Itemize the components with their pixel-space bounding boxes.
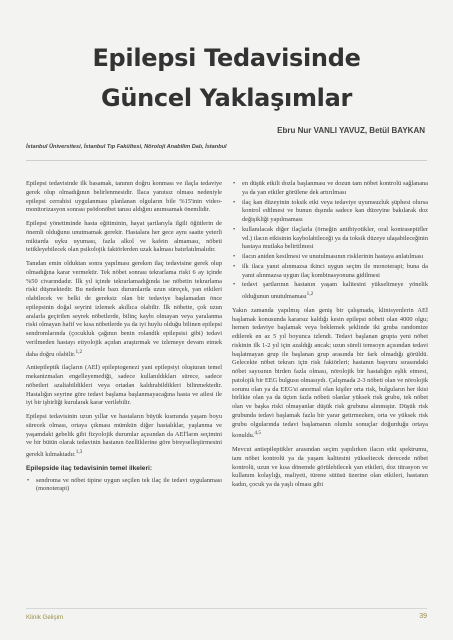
paragraph: Tanıdan emin olduktan sonra yapılması gereken ilaç tedavisine gerek olup olmadığına karar vermektir. Tek nöbet sonrası tekrarlama riski 6 ay içinde %50 civarındadır. İlk yıl içinde tekrarlamadığında ise nöbetin tekrarlama riski düşmektedir. Bu nedenle bazı durumlarda uzun süreçek, yan etkileri olabilecek ve belki de gereksiz olan bir tedaviye başlamadan önce epilepsinin doğal seyrini izlemek akıllıca olabilir. İlk nöbette, çok uzun aralarla geçirilen seyrek nöbetlerde, bilinç kaybı olmayan veya yaralanma riski olmayan hafif ve kısa nöbetlerde ya da iyi huylu olduğu bilinen epilepsi sendromlarında (çocukluk çağının benin rolandik epilepsisi gibi) tedavi verilmeden hastayı etiyolojik açıdan araştırmak ve izlemeye devam etmek daha doğru olabilir.$^{1,2}$ xyxy=(26,260,222,358)
header-divider xyxy=(26,160,427,161)
article-title-line1: Epilepsi Tedavisinde xyxy=(92,44,361,72)
article-title-line2: Güncel Yaklaşımlar xyxy=(100,84,353,112)
citation: 4,5 xyxy=(254,430,261,437)
paragraph: Antiepileptik ilaçların (AEİ) epileptogenezi yani epilepsiyi oluşturan temel mekanizmaları engelleyemediği, sadece kullanıldıkları sürece, sadece nöbetleri azaltabildikleri veya ortadan kaldırabildikleri bilinmektedir. Hastalığın seyrine göre tedavi başlama başlanmayacağına hasta ve ailesi ile iyi bir işbirliği kurularak karar verilebilir. xyxy=(26,364,222,407)
paragraph: Mevcut antiepileptikler arasından seçim yapılırken ilacın etki spektrumu, tam nöbet kontrolü ya da yaşam kalitesini yükseltecek derecede nöbet kontrolü, uzun ve kısa dönemde görülebilecek yan etkileri, doz titrasyon ve kullanım kolaylığı, maliyeti, türene sütüsü üzerine olan etkileri, hastanın kadın, çocuk ya da yaşlı olması gibi xyxy=(232,446,428,489)
paragraph: Epilepsi yönetiminde hasta eğitiminin, hayat şartlarıyla ilgili öğütlerin de önemli olduğunu unutmamak gerekir. Hastalara her gece aynı saatte yeterli miktarda uyku uyuması, fazla alkol ve kafein almaması, nöbeti tetikleyebilecek olan psikolojik faktörlerden uzak kalması batırlatılmalıdır. xyxy=(26,220,222,254)
left-column xyxy=(26,180,222,499)
paragraph: Epilepsi tedavisinde ilk basamak, tanının doğru konması ve ilaçla tedaviye gerek olup olmadığının belirlenmesidir. İlaca yanıtsız olması nedeniyle epilepsi cerrahisi uygulanması planlanan olguların bile %15'inin video-monitorizasyon sonrası psödonöbet tanısı aldığını anımsamak önemlidir. xyxy=(26,180,222,214)
footer-divider xyxy=(26,608,427,609)
page-number: 39 xyxy=(419,613,427,620)
citation: 1,2 xyxy=(75,348,83,355)
authors: Ebru Nur VANLI YAVUZ, Betül BAYKAN xyxy=(277,126,425,135)
list-item: • ilaç kan düzeyinin toksik etki veya tedaviye uyumsuzluk şüphesi olursa kontrol edilmesi ve bunun dışında sadece kan düzeyine bakılarak doz değişikliği yapılmaması xyxy=(232,199,428,225)
citation: 1,3 xyxy=(75,449,83,456)
list-item: • en düşük etkili dozla başlanması ve dozun tam nöbet kontrolü sağlanana ya da yan etkiler görülene dek artırılması xyxy=(232,180,428,198)
affiliation: İstanbul Üniversitesi, İstanbul Tıp Fakültesi, Nöroloji Anabilim Dalı, İstanbul xyxy=(26,144,227,150)
principles-list xyxy=(26,477,222,495)
principles-list-cont xyxy=(232,180,428,302)
paragraph: Yakın zamanda yapılmış olan geniş bir çalışmada, klinisyenlerin AEİ başlamak konusunda kararsız kaldığı kesin epilepsi nöbeti olan 4000 olgu; hemen tedaviye başlamak veya beklemek şeklinde iki gruba randomize edilerek en az 5 yıl boyunca izlendi. Tedavi başlanan grupta yeni nöbet riskinin ilk 1-2 yıl için azaldığı ancak; uzun süreli temsoyn açısından tedavi başlatmayan grup ile başlanan grup arasında bir fark olmadığı görüldü. Gelecekte nöbet tekrarı için risk faktörleri; hastanın başvuru sırasındaki nöbet sayısının birden fazla olması, nörolojik bir hastalığın eşlik etmesi, patolojik bir EEG bulgusu olmasıydı. Çalışmada 2-3 nöbeti olan ve nörolojik sorunu olan ya da EEG'si anormal olan kişiler orta risk, bulguların her ikisi birlikte olan ya da üçten fazla nöbeti olanlar yüksek risk grubu, tek nöbet olan ve başka riski olmayanlar düşük risk grubuna alınmıştır. Düşük risk grubunda tedavi başlamak fazla bir yarar getirmezken, orta ve yüksek risk grubu olgularında tedavi başlamanın olumlu sonuçlar doğurduğu ortaya konuldu.$^{4,5}$ xyxy=(232,306,428,440)
citation: 1,2 xyxy=(306,291,314,297)
right-column xyxy=(232,180,428,495)
list-item: • kullanılacak diğer ilaçlarla (örneğin antibiyotikler, oral kontraseptifler vd.) ilacın etkisinin kaybolabileceği ya da toksik düzeye ulaşabileceğinin hastaya mutlaka belirtilmesi xyxy=(232,226,428,252)
list-item: • ilk ilaca yanıt alınmazsa ikinci uygun seçim ile monoterapi; buna da yanıt alınmazsa uygun ilaç kombinasyonuna gidilmesi xyxy=(232,263,428,281)
paragraph: Epilepsi tedavisinin uzun yıllar ve hastaların büyük kısmında yaşam boyu sürecek olması, ortaya çıkması mümkün diğer hastalıklar, yaşlanma ve yaşamdaki gebelik gibi fizyolojik durumlar açısından da AEİ'ların seçimini ve bir bütün olarak tedavinin hastanın özelliklerine göre bireyselleştirmesini gerekli kılmaktadır.$^{1,3}$ xyxy=(26,413,222,459)
section-heading: Epilepside ilaç tedavisinin temel ilkeleri: xyxy=(26,464,153,472)
list-item: • sendroma ve nöbet tipine uygun seçilen tek ilaç ile tedavi uygulanması (monoterapi) xyxy=(26,477,222,495)
list-item: • tedavi şartlarının hastanın yaşam kalitesini yükseltmeye yönelik olduğunun unutulmaması$^{1,2}$ xyxy=(232,281,428,302)
list-item: • ilacın aniden kesilmesi ve unutulmasının risklerinin hastaya anlatılması xyxy=(232,253,428,262)
journal-name: Klinik Gelişim xyxy=(26,614,64,621)
